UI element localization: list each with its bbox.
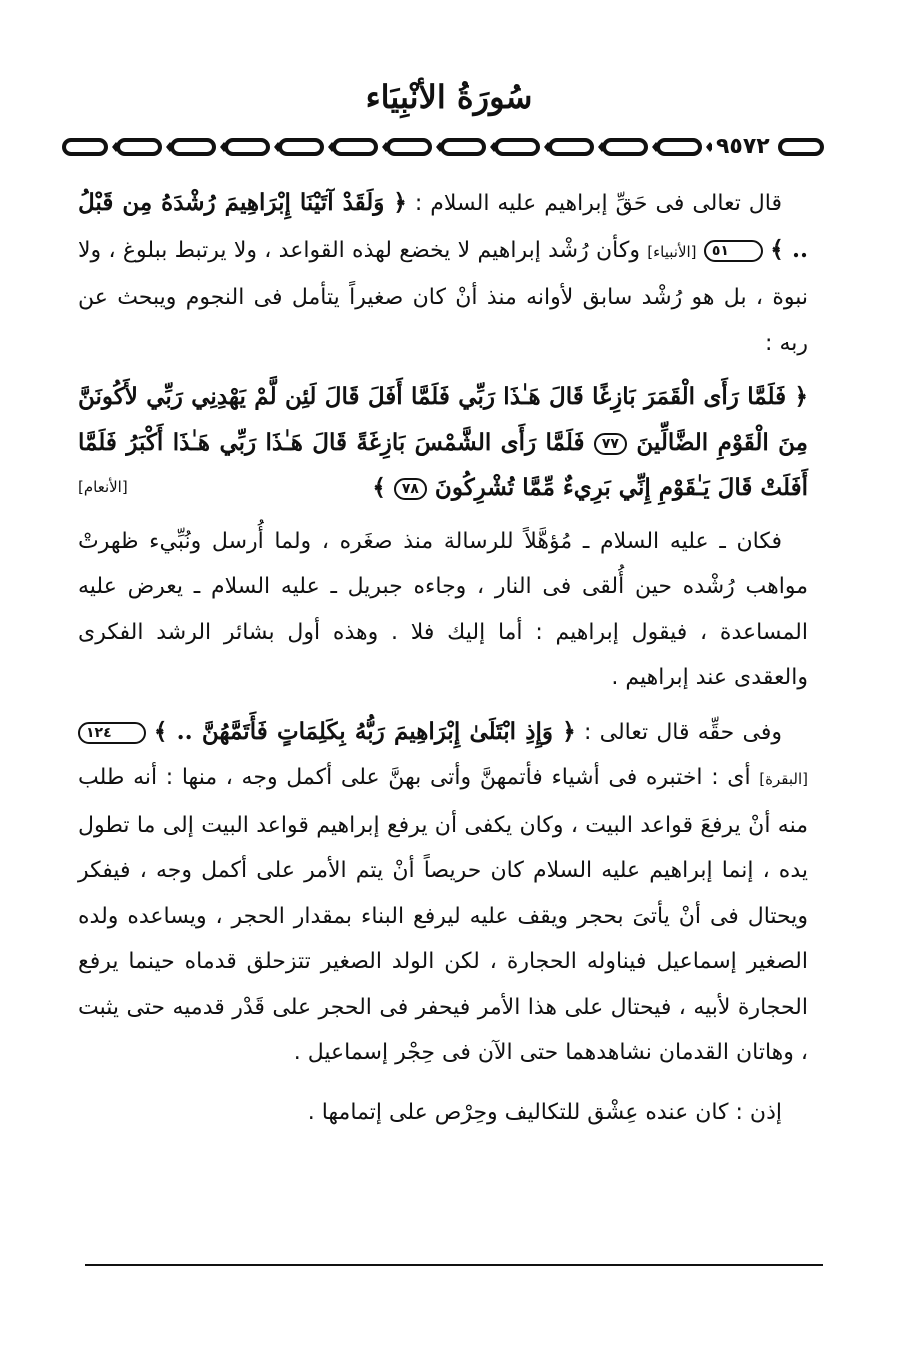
ayah-number-marker: ٧٨ bbox=[394, 478, 427, 500]
paragraph-1-text: وكأن رُشْد إبراهيم لا يخضع لهذه القواعد ، ولا يرتبط ببلوغ ، ولا نبوة ، بل هو رُشْد سابق لأوانه منذ أنْ كان صغيراً يتأمل فى النجوم ويبحث عن ربه : bbox=[78, 237, 808, 356]
quote-open-bracket: ﴿ bbox=[794, 383, 808, 410]
ayah-number-marker: ١٢٤ bbox=[78, 722, 146, 744]
page-body bbox=[78, 180, 808, 1135]
ayah-number-marker: ٧٧ bbox=[594, 433, 627, 455]
footer-divider bbox=[85, 1264, 823, 1266]
surah-reference: [الأنبياء] bbox=[647, 242, 697, 261]
surah-reference: [الأنعام] bbox=[78, 478, 128, 496]
quran-quote-anam bbox=[78, 374, 808, 511]
ayah-number-marker: ٥١ bbox=[704, 240, 763, 262]
quote-verse-77: فَلَمَّا رَأَى الْقَمَرَ بَازِغًا قَالَ هَـٰذَا رَبِّي فَلَمَّا أَفَلَ قَالَ لَئِن لَّمْ يَهْدِنِي رَبِّي لأَكُونَنَّ مِنَ الْقَوْمِ الضَّالِّينَ bbox=[78, 383, 809, 456]
quote-close-bracket: ﴾ bbox=[372, 474, 386, 501]
surah-reference: [البقرة] bbox=[759, 770, 808, 788]
paragraph-2: فكان ـ عليه السلام ـ مُؤهَّلاً للرسالة منذ صغَره ، ولما أُرسل ونُبِّيء ظهرتْ مواهب رُشْده حين أُلقى فى النار ، وجاءه جبريل ـ عليه السلام ـ يعرض عليه المساعدة ، فيقول إبراهيم : أما إليك فلا . وهذه أول بشائر الرشد الفكرى والعقدى عند إبراهيم . bbox=[78, 528, 808, 690]
paragraph-1 bbox=[78, 180, 808, 366]
paragraph-3-text: أى : اختبره فى أشياء فأتمهنَّ وأتى بهنَّ على أكمل وجه ، منها : أنه طلب منه أنْ يرفعَ قواعد البيت ، وكان يكفى أن يرفع إبراهيم قواعد البيت إلى ما تطول يده ، إنما إبراهيم عليه السلام كان حريصاً أنْ يتم الأمر على أكمل وجه ، فيفكر ويحتال فى أنْ يأتىَ بحجر ويقف عليه ليرفع البناء بمقدار الحجر ، ويساعده ولده الصغير إسماعيل فيناوله الحجارة ، لكن الولد الصغير تتزحلق قدماه حينما يرفع الحجارة لأبيه ، فيحتال على هذا الأمر فيحفر فى الحجر على قَدْر قدميه حتى يثبت ، وهاتان القدمان نشاهدهما حتى الآن فى حِجْر إسماعيل . bbox=[78, 765, 808, 1065]
page-number: ٩٥٧٢ bbox=[712, 134, 774, 159]
quran-verse-baqara-124: ﴿ وَإِذِ ابْتَلَىٰ إِبْرَاهِيمَ رَبُّهُ بِكَلِمَاتٍ فَأَتَمَّهُنَّ .. ﴾ bbox=[153, 717, 576, 745]
quran-verse-anbiya-51: ﴿ وَلَقَدْ آتَيْنَا إِبْرَاهِيمَ رُشْدَهُ مِن قَبْلُ .. ﴾ bbox=[78, 189, 808, 263]
paragraph-1-intro: قال تعالى فى حَقِّ إبراهيم عليه السلام : bbox=[414, 191, 782, 216]
surah-title: سُورَةُ الأنْبِيَاء bbox=[365, 78, 533, 116]
paragraph-3 bbox=[78, 709, 808, 1076]
paragraph-3-intro: وفى حقِّه قال تعالى : bbox=[583, 719, 783, 745]
quote-verse-78: فَلَمَّا رَأَى الشَّمْسَ بَازِغَةً قَالَ هَـٰذَا رَبِّي هَـٰذَا أَكْبَرُ فَلَمَّا أَفَلَتْ قَالَ يَـٰقَوْمِ إِنِّي بَرِيءٌ مِّمَّا تُشْرِكُونَ bbox=[78, 428, 808, 501]
paragraph-4: إذن : كان عنده عِشْق للتكاليف وحِرْص على إتمامها . bbox=[307, 1099, 782, 1125]
